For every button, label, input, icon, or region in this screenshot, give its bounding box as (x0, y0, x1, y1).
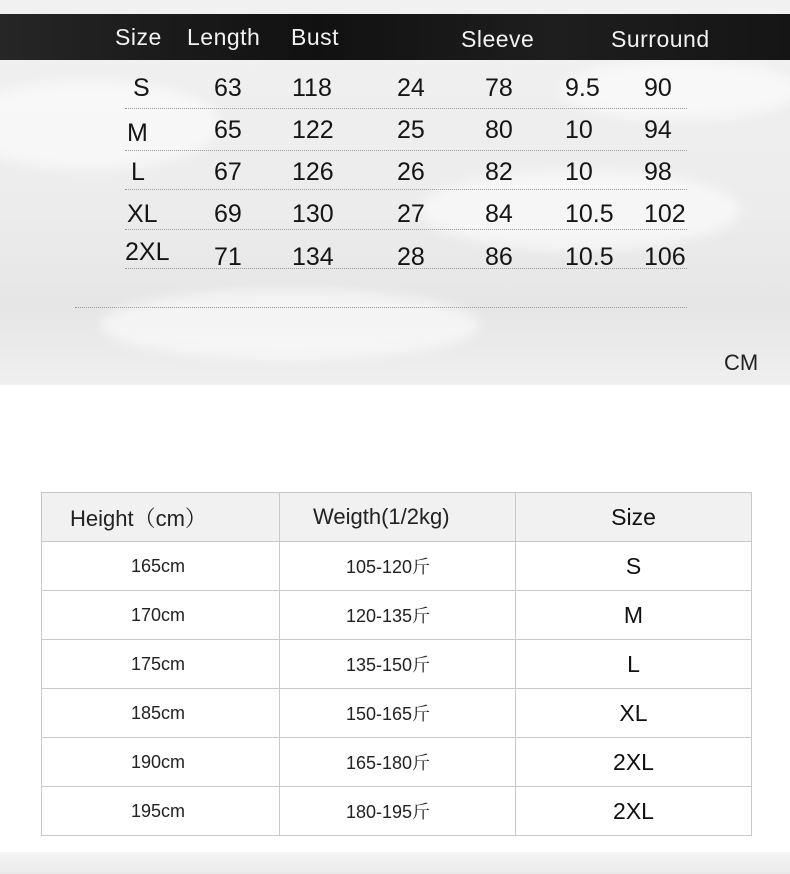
cell-weight: 180-195斤 (280, 787, 516, 836)
row-bust: 118 (292, 74, 332, 102)
cell-weight: 105-120斤 (280, 542, 516, 591)
row-size: 2XL (125, 238, 170, 266)
row-value: 9.5 (565, 74, 600, 102)
row-divider (75, 307, 687, 308)
size-row (0, 158, 790, 198)
row-bust: 130 (292, 200, 334, 228)
size-chart-panel (0, 0, 790, 385)
row-value: 24 (397, 74, 425, 102)
size-row (0, 200, 790, 240)
row-sleeve: 78 (485, 74, 513, 102)
cell-height: 190cm (42, 738, 280, 787)
cell-weight: 165-180斤 (280, 738, 516, 787)
background-texture (100, 290, 480, 360)
row-value: 10 (565, 158, 593, 186)
cell-weight: 120-135斤 (280, 591, 516, 640)
cell-size: L (516, 640, 752, 689)
row-sleeve: 82 (485, 158, 513, 186)
row-length: 71 (214, 243, 242, 271)
row-value: 10.5 (565, 243, 614, 271)
header-length: Length (187, 24, 261, 50)
row-surround: 102 (644, 200, 686, 228)
table-header-row (42, 493, 752, 542)
header-height: Height（cm） (42, 493, 280, 542)
row-sleeve: 84 (485, 200, 513, 228)
row-surround: 90 (644, 74, 672, 102)
row-value: 27 (397, 200, 425, 228)
header-weight: Weigth(1/2kg) (280, 493, 516, 542)
row-size: M (127, 119, 148, 147)
header-bust: Bust (291, 24, 340, 50)
row-divider (125, 229, 687, 230)
cell-size: M (516, 591, 752, 640)
row-surround: 106 (644, 243, 686, 271)
row-value: 28 (397, 243, 425, 271)
row-value: 10.5 (565, 200, 614, 228)
size-row (0, 240, 790, 280)
bottom-band (0, 852, 790, 874)
table-row (42, 787, 752, 836)
row-value: 26 (397, 158, 425, 186)
row-bust: 134 (292, 243, 334, 271)
cell-height: 175cm (42, 640, 280, 689)
size-chart-header (0, 14, 790, 60)
cell-size: XL (516, 689, 752, 738)
cell-height: 195cm (42, 787, 280, 836)
cell-weight: 150-165斤 (280, 689, 516, 738)
row-divider (125, 268, 687, 269)
cell-weight: 135-150斤 (280, 640, 516, 689)
header-surround: Surround (611, 26, 710, 52)
cell-size: 2XL (516, 738, 752, 787)
row-bust: 122 (292, 116, 334, 144)
cell-height: 165cm (42, 542, 280, 591)
header-size: Size (115, 24, 162, 50)
table-row (42, 542, 752, 591)
row-size: S (133, 74, 150, 102)
row-size: L (131, 158, 145, 186)
table-row (42, 738, 752, 787)
row-surround: 98 (644, 158, 672, 186)
cell-height: 170cm (42, 591, 280, 640)
row-length: 65 (214, 116, 242, 144)
header-sleeve: Sleeve (461, 26, 535, 52)
table-row (42, 640, 752, 689)
height-weight-table (41, 492, 752, 836)
row-value: 25 (397, 116, 425, 144)
row-size: XL (127, 200, 158, 228)
cell-size: S (516, 542, 752, 591)
row-value: 10 (565, 116, 593, 144)
row-length: 63 (214, 74, 242, 102)
cell-height: 185cm (42, 689, 280, 738)
cell-size: 2XL (516, 787, 752, 836)
unit-label: CM (724, 350, 759, 375)
table-row (42, 689, 752, 738)
row-divider (125, 150, 687, 151)
row-surround: 94 (644, 116, 672, 144)
row-divider (125, 108, 687, 109)
table-row (42, 591, 752, 640)
row-bust: 126 (292, 158, 334, 186)
row-divider (125, 189, 687, 190)
header-size: Size (516, 493, 752, 542)
row-length: 69 (214, 200, 242, 228)
row-length: 67 (214, 158, 242, 186)
row-sleeve: 80 (485, 116, 513, 144)
row-sleeve: 86 (485, 243, 513, 271)
